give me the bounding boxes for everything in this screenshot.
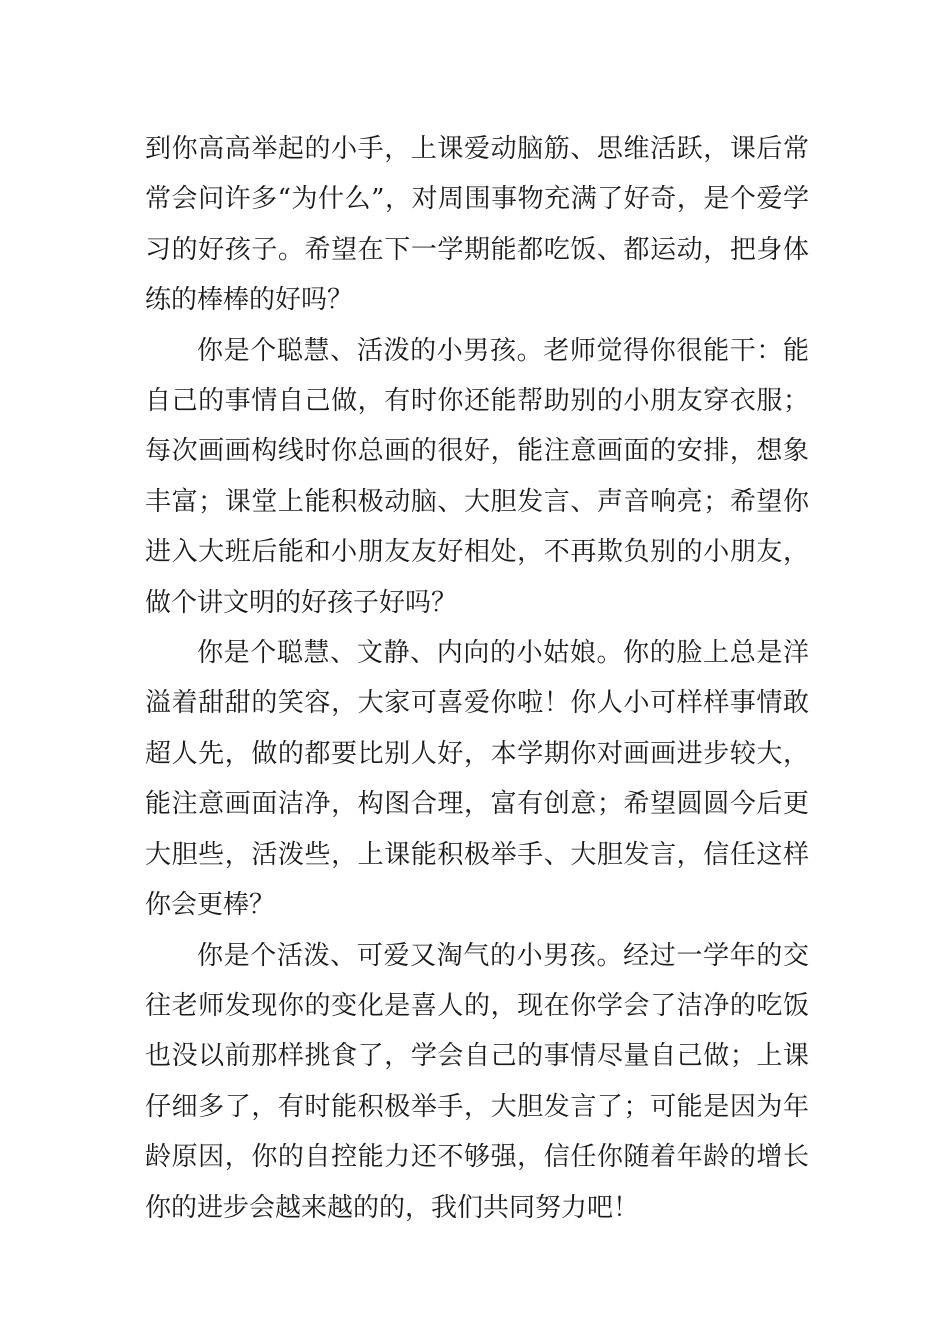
paragraph-3: 你是个聪慧、文静、内向的小姑娘。你的脸上总是洋溢着甜甜的笑容，大家可喜爱你啦！你人小可样样事情敢超人先，做的都要比别人好，本学期你对画画进步较大，能注意画面洁净，构图合理，富有创意；希望圆圆今后更大胆些，活泼些，上课能积极举手、大胆发言，信任这样你会更棒？ <box>145 638 809 921</box>
paragraph-2: 你是个聪慧、活泼的小男孩。老师觉得你很能干：能自己的事情自己做，有时你还能帮助别的小朋友穿衣服；每次画画构线时你总画的很好，能注意画面的安排，想象丰富；课堂上能积极动脑、大胆发言、声音响亮；希望你进入大班后能和小朋友友好相处，不再欺负别的小朋友，做个讲文明的好孩子好吗？ <box>145 335 809 618</box>
paragraph-1: 到你高高举起的小手，上课爱动脑筋、思维活跃，课后常常会问许多“为什么”，对周围事物充满了好奇，是个爱学习的好孩子。希望在下一学期能都吃饭、都运动，把身体练的棒棒的好吗？ <box>145 134 809 316</box>
paragraph-4: 你是个活泼、可爱又淘气的小男孩。经过一学年的交往老师发现你的变化是喜人的，现在你学会了洁净的吃饭也没以前那样挑食了，学会自己的事情尽量自己做；上课仔细多了，有时能积极举手，大胆发言了；可能是因为年龄原因，你的自控能力还不够强，信任你随着年龄的增长你的进步会越来越的的，我们共同努力吧！ <box>145 940 809 1223</box>
document-body <box>145 124 809 1233</box>
